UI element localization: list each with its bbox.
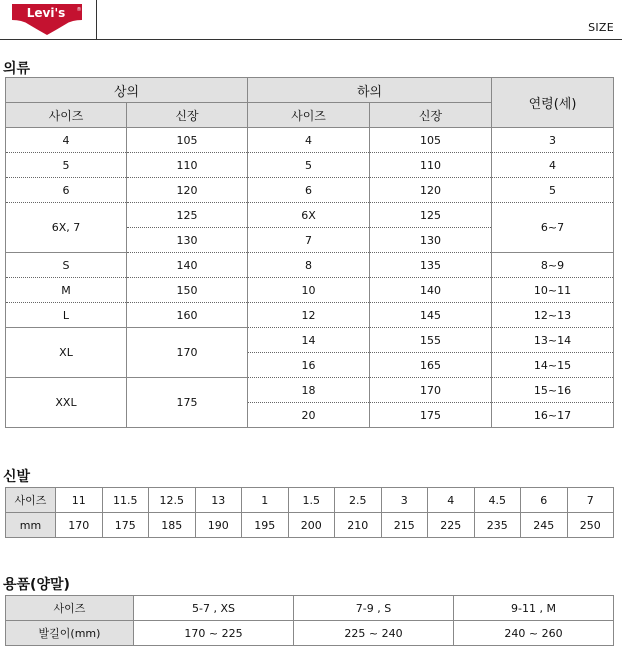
socks-length: 225 ~ 240 <box>294 621 454 646</box>
bottom-height: 135 <box>370 253 492 278</box>
socks-size: 5-7 , XS <box>134 596 294 621</box>
bottom-height: 170 <box>370 378 492 403</box>
age: 8~9 <box>492 253 614 278</box>
clothing-title: 의류 <box>3 61 31 77</box>
bottom-size: 16 <box>248 353 370 378</box>
top-height: 160 <box>127 303 248 328</box>
top-height: 170 <box>127 328 248 378</box>
table-row <box>6 303 614 328</box>
bottom-height: 110 <box>370 153 492 178</box>
table-row <box>6 153 614 178</box>
table-row <box>6 128 614 153</box>
bottom-height: 175 <box>370 403 492 428</box>
age: 14~15 <box>492 353 614 378</box>
age-header: 연령(세) <box>492 78 614 128</box>
top-size-col: 사이즈 <box>6 103 127 128</box>
bottom-size-col: 사이즈 <box>248 103 370 128</box>
shoe-size: 2.5 <box>335 488 382 513</box>
top-height: 125 <box>127 203 248 228</box>
top-size: S <box>6 253 127 278</box>
bottom-size: 6 <box>248 178 370 203</box>
socks-size: 7-9 , S <box>294 596 454 621</box>
bottom-size: 5 <box>248 153 370 178</box>
age: 4 <box>492 153 614 178</box>
shoe-mm: 235 <box>474 513 521 538</box>
top-size: M <box>6 278 127 303</box>
bottom-size: 20 <box>248 403 370 428</box>
shoe-size: 1 <box>242 488 289 513</box>
shoe-size: 13 <box>195 488 242 513</box>
socks-size-table <box>5 595 614 646</box>
shoe-size: 4 <box>428 488 475 513</box>
socks-size: 9-11 , M <box>454 596 614 621</box>
shoe-mm: 200 <box>288 513 335 538</box>
top-height: 140 <box>127 253 248 278</box>
bottom-size: 7 <box>248 228 370 253</box>
bottom-height-col: 신장 <box>370 103 492 128</box>
shoe-size: 1.5 <box>288 488 335 513</box>
bottom-size: 10 <box>248 278 370 303</box>
top-height: 150 <box>127 278 248 303</box>
table-row <box>6 253 614 278</box>
age: 3 <box>492 128 614 153</box>
shoe-mm: 225 <box>428 513 475 538</box>
size-label: SIZE <box>588 21 614 34</box>
header-divider <box>96 0 97 40</box>
table-row <box>6 203 614 228</box>
socks-length: 240 ~ 260 <box>454 621 614 646</box>
age: 10~11 <box>492 278 614 303</box>
age: 6~7 <box>492 203 614 253</box>
shoe-mm: 190 <box>195 513 242 538</box>
table-row <box>6 278 614 303</box>
table-row <box>6 378 614 403</box>
bottom-height: 120 <box>370 178 492 203</box>
top-size: 5 <box>6 153 127 178</box>
socks-length-label: 발길이(mm) <box>6 621 134 646</box>
bottom-size: 4 <box>248 128 370 153</box>
bottom-height: 155 <box>370 328 492 353</box>
shoe-mm: 195 <box>242 513 289 538</box>
table-row <box>6 178 614 203</box>
socks-length: 170 ~ 225 <box>134 621 294 646</box>
top-size: L <box>6 303 127 328</box>
bottom-height: 130 <box>370 228 492 253</box>
bottom-size: 12 <box>248 303 370 328</box>
bottom-height: 145 <box>370 303 492 328</box>
shoe-size: 4.5 <box>474 488 521 513</box>
shoe-mm: 170 <box>56 513 103 538</box>
bottom-height: 105 <box>370 128 492 153</box>
brand-text: Levi's <box>26 6 66 20</box>
clothing-size-table <box>5 77 614 428</box>
top-size: 4 <box>6 128 127 153</box>
top-height: 110 <box>127 153 248 178</box>
bottom-height: 165 <box>370 353 492 378</box>
top-height: 130 <box>127 228 248 253</box>
svg-text:®: ® <box>76 7 82 13</box>
age: 12~13 <box>492 303 614 328</box>
accessories-title: 용품(양말) <box>3 577 70 593</box>
shoes-title: 신발 <box>3 469 31 485</box>
age: 13~14 <box>492 328 614 353</box>
shoe-size: 3 <box>381 488 428 513</box>
shoe-size: 7 <box>567 488 614 513</box>
top-size: XXL <box>6 378 127 428</box>
top-height-col: 신장 <box>127 103 248 128</box>
shoes-size-row <box>6 488 614 513</box>
shoe-mm: 175 <box>102 513 149 538</box>
shoe-size: 11.5 <box>102 488 149 513</box>
bottom-height: 125 <box>370 203 492 228</box>
top-size: 6 <box>6 178 127 203</box>
shoes-mm-row <box>6 513 614 538</box>
top-header: 상의 <box>6 78 248 103</box>
shoes-size-label: 사이즈 <box>6 488 56 513</box>
age: 5 <box>492 178 614 203</box>
bottom-header: 하의 <box>248 78 492 103</box>
shoe-size: 12.5 <box>149 488 196 513</box>
age: 16~17 <box>492 403 614 428</box>
bottom-size: 6X <box>248 203 370 228</box>
shoe-mm: 250 <box>567 513 614 538</box>
top-height: 120 <box>127 178 248 203</box>
top-size: 6X, 7 <box>6 203 127 253</box>
top-height: 105 <box>127 128 248 153</box>
table-row <box>6 328 614 353</box>
bottom-size: 14 <box>248 328 370 353</box>
socks-size-label: 사이즈 <box>6 596 134 621</box>
top-size: XL <box>6 328 127 378</box>
bottom-height: 140 <box>370 278 492 303</box>
socks-length-row <box>6 621 614 646</box>
levis-logo <box>10 2 84 36</box>
shoes-size-table <box>5 487 614 538</box>
age: 15~16 <box>492 378 614 403</box>
page-header <box>0 0 622 40</box>
shoe-mm: 210 <box>335 513 382 538</box>
bottom-size: 18 <box>248 378 370 403</box>
shoes-mm-label: mm <box>6 513 56 538</box>
shoe-size: 11 <box>56 488 103 513</box>
shoe-mm: 245 <box>521 513 568 538</box>
shoe-mm: 215 <box>381 513 428 538</box>
shoe-size: 6 <box>521 488 568 513</box>
shoe-mm: 185 <box>149 513 196 538</box>
top-height: 175 <box>127 378 248 428</box>
socks-size-row <box>6 596 614 621</box>
bottom-size: 8 <box>248 253 370 278</box>
